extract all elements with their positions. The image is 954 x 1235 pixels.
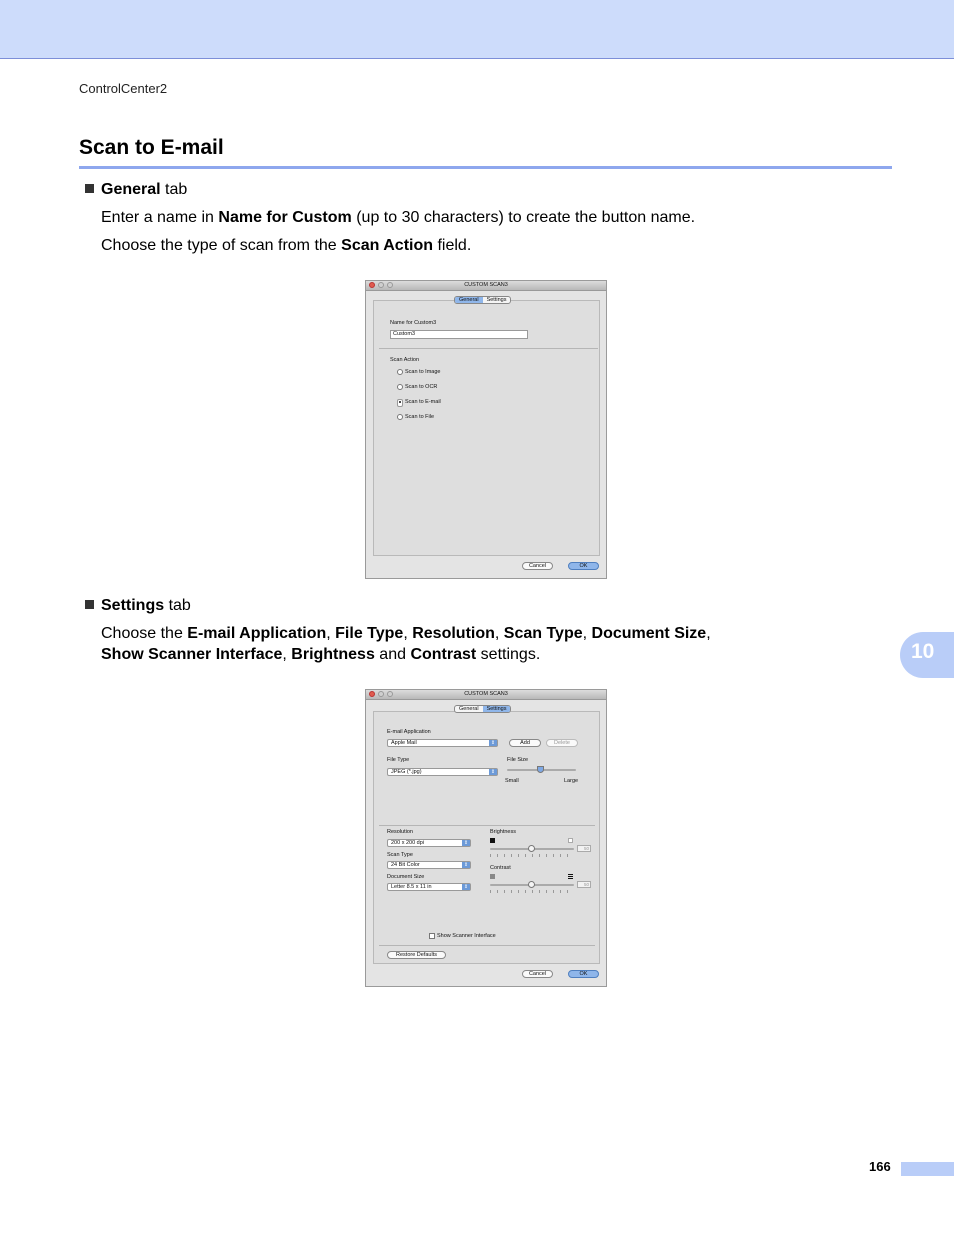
tab-settings[interactable]: Settings bbox=[486, 297, 507, 303]
dialog-titlebar bbox=[366, 690, 606, 700]
resolution-label: Resolution bbox=[387, 829, 413, 835]
select-value: JPEG (*.jpg) bbox=[391, 769, 422, 775]
chevron-updown-icon: ⇕ bbox=[463, 862, 469, 868]
contrast-value-field[interactable]: 50 bbox=[577, 881, 591, 888]
email-application-select[interactable] bbox=[387, 739, 498, 747]
page-number: 166 bbox=[869, 1159, 891, 1174]
chevron-updown-icon: ⇕ bbox=[463, 884, 469, 890]
dialog-titlebar bbox=[366, 281, 606, 291]
radio-scan-to-file[interactable] bbox=[397, 414, 403, 420]
chevron-updown-icon: ⇕ bbox=[490, 769, 496, 775]
contrast-slider-knob[interactable] bbox=[528, 881, 535, 888]
file-type-label: File Type bbox=[387, 757, 410, 763]
page-number-bar bbox=[901, 1162, 954, 1176]
name-for-custom-label: Name for Custom3 bbox=[390, 320, 437, 326]
cancel-button[interactable]: Cancel bbox=[522, 970, 553, 978]
brightness-ticks bbox=[490, 854, 574, 857]
divider bbox=[379, 945, 595, 946]
ok-button[interactable]: OK bbox=[568, 970, 599, 978]
scan-action-label: Scan Action bbox=[390, 357, 420, 363]
light-square-icon bbox=[568, 838, 573, 843]
radio-label: Scan to E-mail bbox=[405, 399, 441, 405]
chapter-number: 10 bbox=[911, 640, 935, 663]
radio-label: Scan to OCR bbox=[405, 384, 438, 390]
radio-scan-to-ocr[interactable] bbox=[397, 384, 403, 390]
document-size-select[interactable] bbox=[387, 883, 471, 891]
general-tab-line2: Choose the type of scan from the Scan Action field. bbox=[101, 237, 472, 254]
select-value: Apple Mail bbox=[391, 740, 417, 746]
chevron-updown-icon: ⇕ bbox=[463, 840, 469, 846]
settings-tab-line1: Choose the E-mail Application, File Type, Resolution, Scan Type, Document Size, bbox=[101, 625, 711, 642]
tab-pane bbox=[373, 711, 600, 964]
radio-scan-to-image[interactable] bbox=[397, 369, 403, 375]
brightness-value-field[interactable]: 50 bbox=[577, 845, 591, 852]
resolution-select[interactable] bbox=[387, 839, 471, 847]
file-size-small-label: Small bbox=[505, 778, 519, 784]
tab-settings[interactable]: Settings bbox=[483, 706, 511, 712]
high-contrast-icon bbox=[568, 874, 573, 879]
chevron-updown-icon: ⇕ bbox=[490, 740, 496, 746]
tab-general[interactable]: General bbox=[459, 706, 479, 712]
section-title-rule bbox=[79, 166, 892, 169]
divider bbox=[379, 825, 595, 826]
show-scanner-interface-checkbox[interactable] bbox=[429, 933, 435, 939]
dialog-title: CUSTOM SCAN3 bbox=[464, 691, 508, 697]
header-band bbox=[0, 0, 954, 59]
file-size-label: File Size bbox=[507, 757, 529, 763]
brightness-slider-knob[interactable] bbox=[528, 845, 535, 852]
custom-scan-dialog-settings bbox=[365, 689, 607, 987]
ok-button[interactable]: OK bbox=[568, 562, 599, 570]
custom-scan-dialog-general bbox=[365, 280, 607, 579]
dark-square-icon bbox=[490, 838, 495, 843]
add-button[interactable]: Add bbox=[509, 739, 541, 747]
tab-control bbox=[454, 296, 511, 304]
name-for-custom-field[interactable]: Custom3 bbox=[390, 330, 528, 339]
settings-tab-heading: Settings tab bbox=[101, 597, 191, 614]
divider bbox=[379, 348, 598, 349]
file-size-large-label: Large bbox=[564, 778, 579, 784]
low-contrast-icon bbox=[490, 874, 495, 879]
scan-type-label: Scan Type bbox=[387, 852, 413, 858]
dialog-title: CUSTOM SCAN3 bbox=[464, 282, 508, 288]
bullet-square-icon bbox=[85, 184, 94, 193]
delete-button[interactable]: Delete bbox=[546, 739, 578, 747]
select-value: 200 x 200 dpi bbox=[391, 840, 425, 846]
running-head: ControlCenter2 bbox=[79, 81, 168, 96]
radio-scan-to-email[interactable] bbox=[397, 399, 403, 407]
select-value: 24 Bit Color bbox=[391, 862, 420, 868]
contrast-label: Contrast bbox=[490, 865, 511, 871]
tab-general[interactable]: General bbox=[455, 297, 483, 303]
radio-label: Scan to File bbox=[405, 414, 435, 420]
show-scanner-interface-label: Show Scanner Interface bbox=[437, 933, 496, 939]
scan-type-select[interactable] bbox=[387, 861, 471, 869]
general-tab-heading: General tab bbox=[101, 181, 188, 198]
document-size-label: Document Size bbox=[387, 874, 425, 880]
section-title: Scan to E-mail bbox=[79, 136, 224, 159]
settings-tab-line2: Show Scanner Interface, Brightness and Contrast settings. bbox=[101, 646, 541, 663]
general-tab-line1: Enter a name in Name for Custom (up to 30 characters) to create the button name. bbox=[101, 209, 696, 226]
select-value: Letter 8.5 x 11 in bbox=[391, 884, 432, 890]
radio-label: Scan to Image bbox=[405, 369, 441, 375]
bullet-square-icon bbox=[85, 600, 94, 609]
cancel-button[interactable]: Cancel bbox=[522, 562, 553, 570]
file-type-select[interactable] bbox=[387, 768, 498, 776]
restore-defaults-button[interactable]: Restore Defaults bbox=[387, 951, 446, 959]
tab-control bbox=[454, 705, 511, 713]
email-application-label: E-mail Application bbox=[387, 729, 431, 735]
contrast-ticks bbox=[490, 890, 574, 893]
brightness-label: Brightness bbox=[490, 829, 516, 835]
file-size-slider-knob[interactable] bbox=[537, 766, 544, 773]
